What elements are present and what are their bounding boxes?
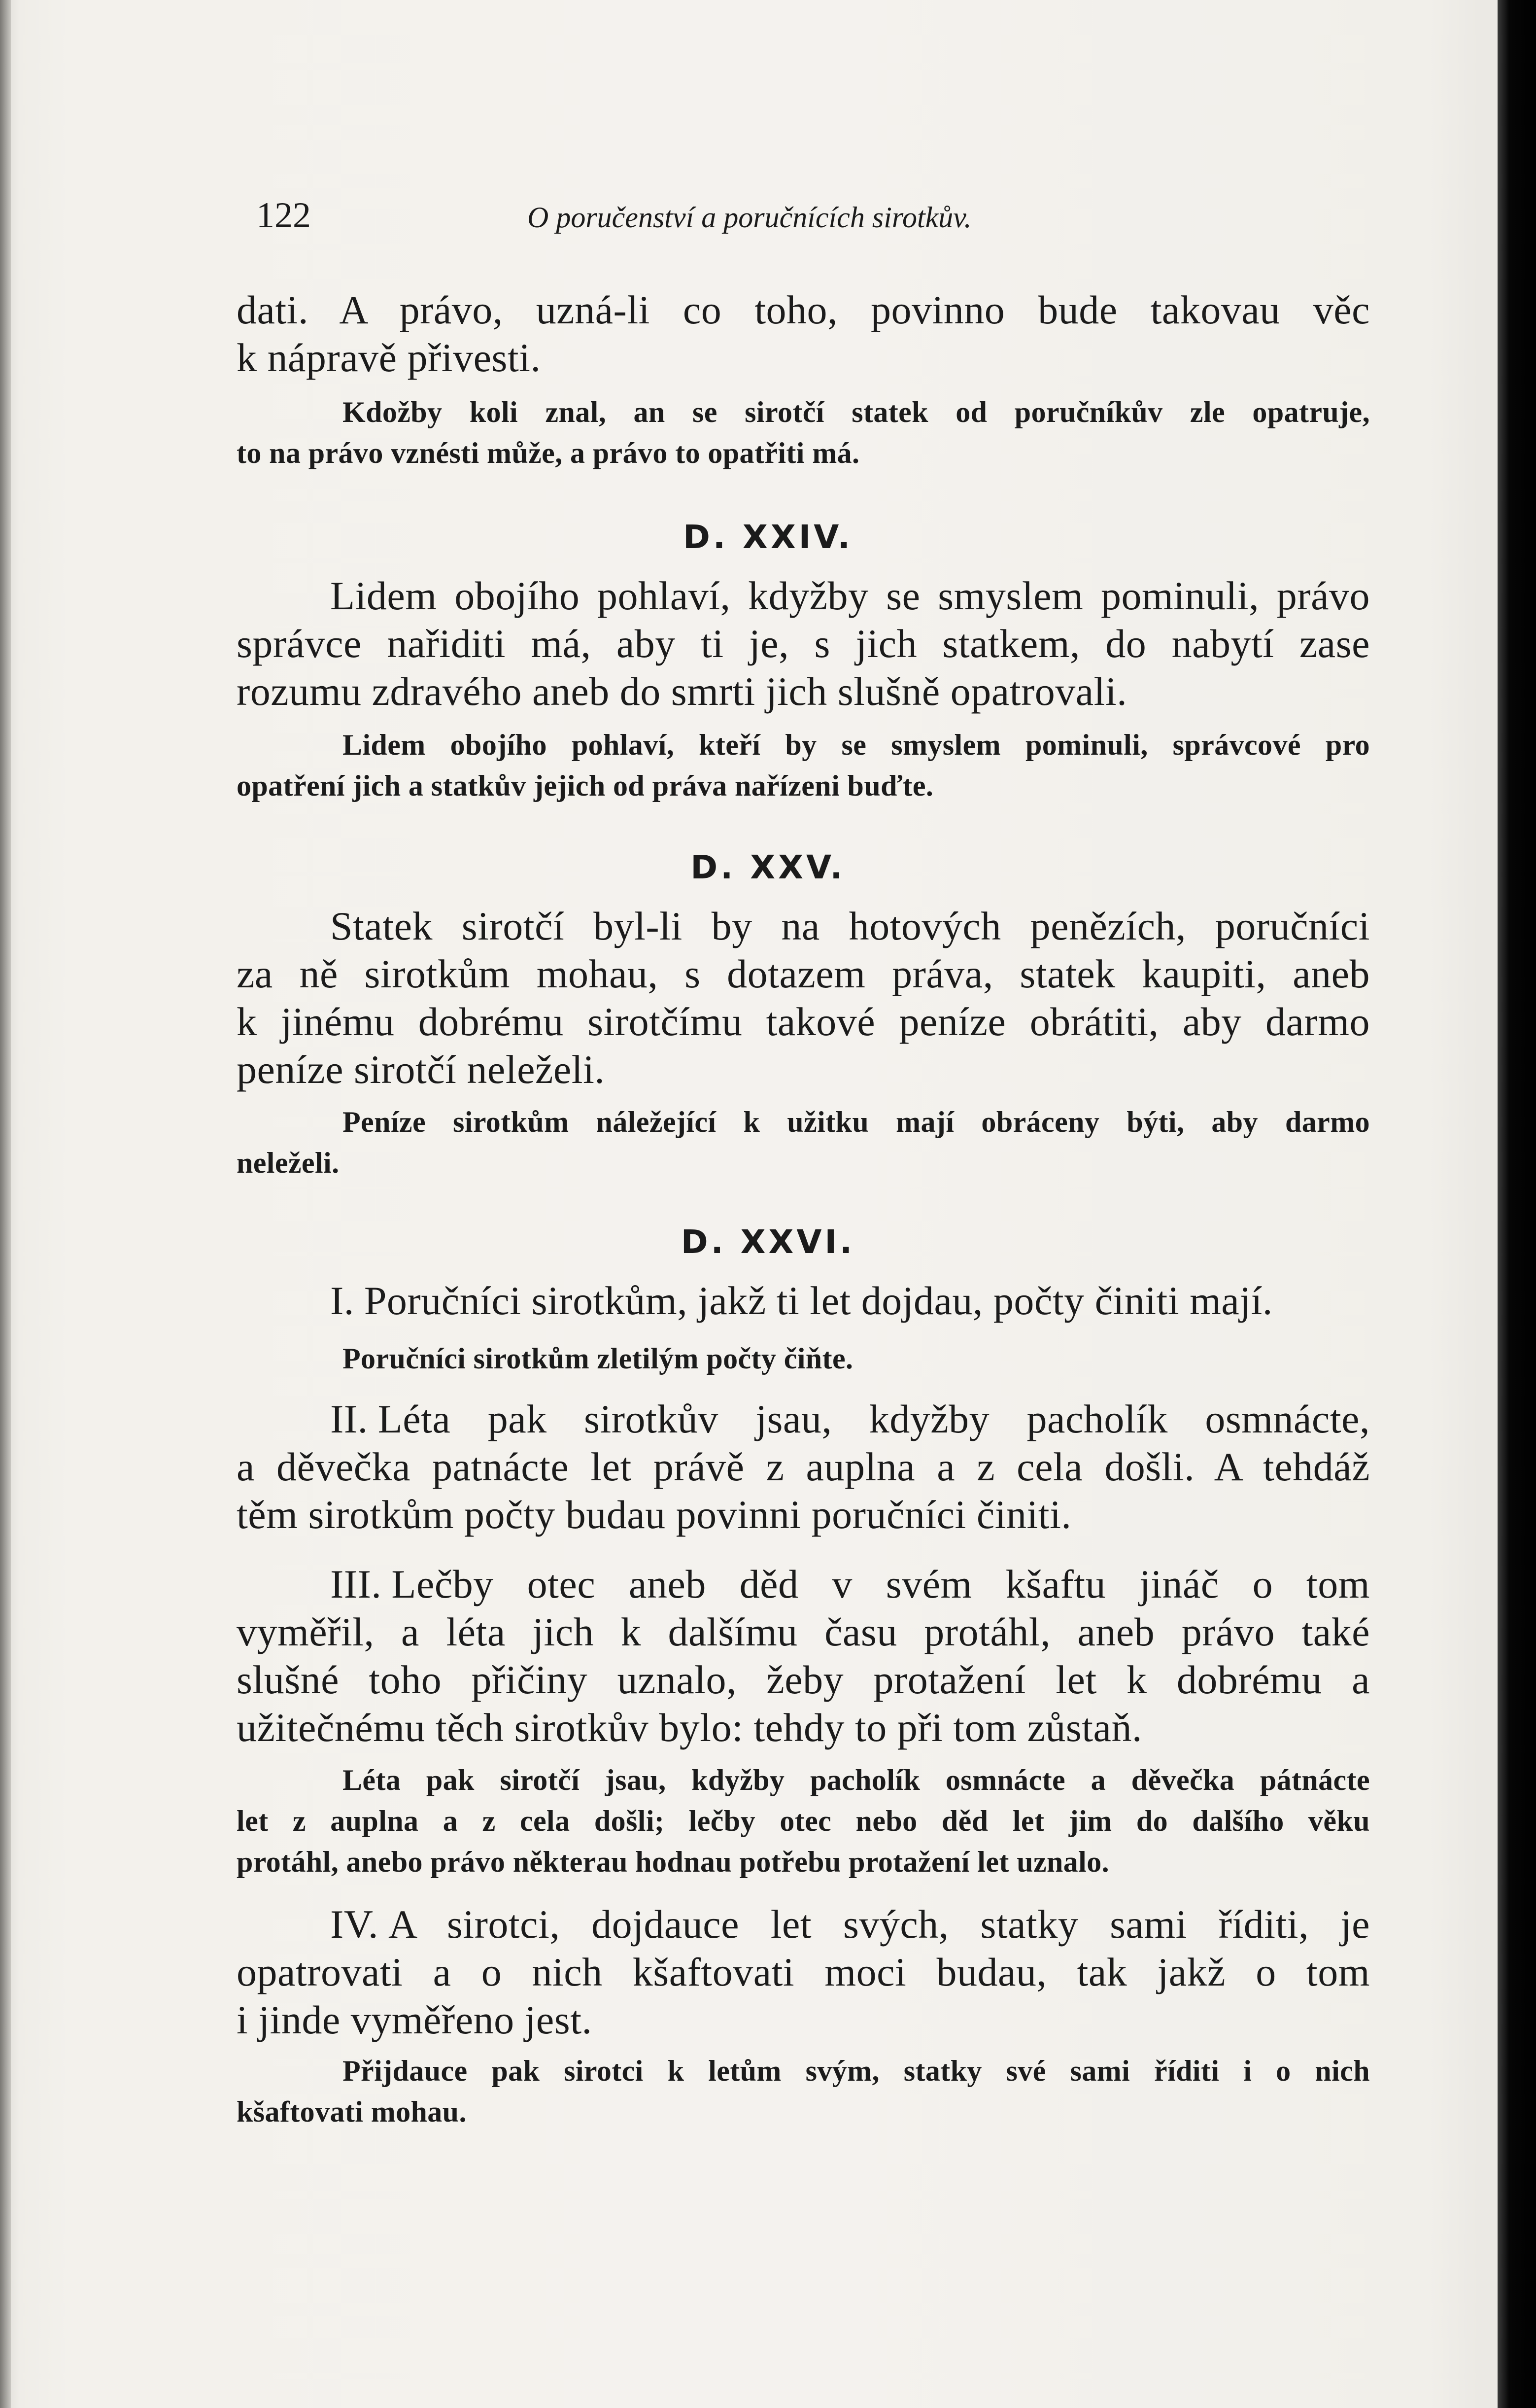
text-line: vyměřil, a léta jich k dalšímu času protáhl, aneb právo také bbox=[237, 1609, 1370, 1654]
section-heading: D. XXIV. bbox=[683, 518, 853, 556]
text-line: těm sirotkům počty budau povinni poručníci činiti. bbox=[237, 1492, 1072, 1537]
text-line: slušné toho přičiny uznalo, žeby protažení let k dobrému a bbox=[237, 1657, 1370, 1702]
running-title: O poručenství a poručnících sirotkův. bbox=[527, 201, 972, 234]
article-number: III. bbox=[330, 1562, 382, 1606]
paragraph-article bbox=[237, 902, 1370, 1093]
paragraph-article bbox=[237, 1395, 1370, 1538]
text-line bbox=[237, 1277, 1370, 1325]
text-span: Léta pak sirotkův jsau, kdyžby pacholík osmnácte, bbox=[377, 1396, 1370, 1441]
text-line: Kdožby koli znal, an se sirotčí statek od poručníkův zle opatruje, bbox=[342, 396, 1370, 428]
text-line: opatrovati a o nich kšaftovati moci budau, tak jakž o tom bbox=[237, 1950, 1370, 1994]
text-line: užitečnému těch sirotkův bylo: tehdy to při tom zůstaň. bbox=[237, 1705, 1142, 1750]
scan-border-right bbox=[1498, 0, 1536, 2408]
text-line: rozumu zdravého aneb do smrti jich slušně opatrovali. bbox=[237, 669, 1127, 714]
text-line: kšaftovati mohau. bbox=[237, 2095, 467, 2128]
text-line: Přijdauce pak sirotci k letům svým, statky své sami říditi i o nich bbox=[342, 2055, 1370, 2087]
text-line: protáhl, anebo právo některau hodnau potřebu protažení let uznalo. bbox=[237, 1846, 1110, 1878]
paragraph-article bbox=[237, 1900, 1370, 2044]
text-line: to na právo vznésti může, a právo to opatřiti má. bbox=[237, 437, 860, 469]
text-line: opatření jich a statkův jejich od práva nařízeni buďte. bbox=[237, 769, 934, 802]
section-heading: D. XXVI. bbox=[681, 1223, 855, 1261]
text-line: i jinde vyměřeno jest. bbox=[237, 1997, 592, 2042]
text-line: neleželi. bbox=[237, 1147, 340, 1179]
paragraph-summary bbox=[237, 1760, 1370, 1883]
article-number: II. bbox=[330, 1396, 368, 1441]
paragraph-summary bbox=[237, 1338, 1370, 1379]
paragraph-summary bbox=[237, 2051, 1370, 2132]
paragraph-article bbox=[237, 572, 1370, 715]
text-line: dati. A právo, uzná-li co toho, povinno bude takovau věc bbox=[237, 287, 1370, 332]
text-line bbox=[237, 1395, 1370, 1443]
text-span: Poručníci sirotkům, jakž ti let dojdau, počty činiti mají. bbox=[364, 1278, 1273, 1323]
paragraph-summary bbox=[237, 1102, 1370, 1184]
paragraph-continuation bbox=[237, 286, 1370, 382]
text-line: k nápravě přivesti. bbox=[237, 335, 541, 380]
paragraph-summary bbox=[237, 392, 1370, 474]
text-line: správce nařiditi má, aby ti je, s jich statkem, do nabytí zase bbox=[237, 621, 1370, 666]
text-line: Peníze sirotkům náležející k užitku mají obráceny býti, aby darmo bbox=[342, 1106, 1370, 1138]
article-number: IV. bbox=[330, 1902, 378, 1947]
article-number: I. bbox=[330, 1278, 354, 1323]
text-line: let z auplna a z cela došli; lečby otec nebo děd let jim do dalšího věku bbox=[237, 1805, 1370, 1837]
paragraph-summary bbox=[237, 725, 1370, 806]
text-line: za ně sirotkům mohau, s dotazem práva, statek kaupiti, aneb bbox=[237, 951, 1370, 996]
text-span: Lečby otec aneb děd v svém kšaftu jináč o tom bbox=[391, 1562, 1370, 1606]
text-line: a děvečka patnácte let právě z auplna a z cela došli. A tehdáž bbox=[237, 1444, 1370, 1489]
text-line bbox=[237, 1560, 1370, 1608]
page-header bbox=[256, 193, 1370, 247]
text-line: Poručníci sirotkům zletilým počty čiňte. bbox=[342, 1342, 853, 1375]
page-binding-shadow bbox=[0, 0, 11, 2408]
text-line: Lidem obojího pohlaví, kteří by se smyslem pominuli, správcové pro bbox=[342, 729, 1370, 761]
paragraph-article bbox=[237, 1560, 1370, 1751]
text-line: peníze sirotčí neleželi. bbox=[237, 1047, 605, 1092]
text-line: Léta pak sirotčí jsau, kdyžby pacholík osmnácte a děvečka pátnácte bbox=[342, 1764, 1370, 1796]
text-line: Statek sirotčí byl-li by na hotových penězích, poručníci bbox=[330, 904, 1370, 948]
paragraph-article bbox=[237, 1277, 1370, 1325]
text-line: k jinému dobrému sirotčímu takové peníze obrátiti, aby darmo bbox=[237, 999, 1370, 1044]
section-heading: D. XXV. bbox=[690, 848, 846, 886]
text-line: Lidem obojího pohlaví, kdyžby se smyslem pominuli, právo bbox=[330, 573, 1370, 618]
text-line bbox=[237, 1900, 1370, 1948]
page-number: 122 bbox=[256, 195, 311, 236]
text-span: A sirotci, dojdauce let svých, statky sami říditi, je bbox=[388, 1902, 1370, 1947]
